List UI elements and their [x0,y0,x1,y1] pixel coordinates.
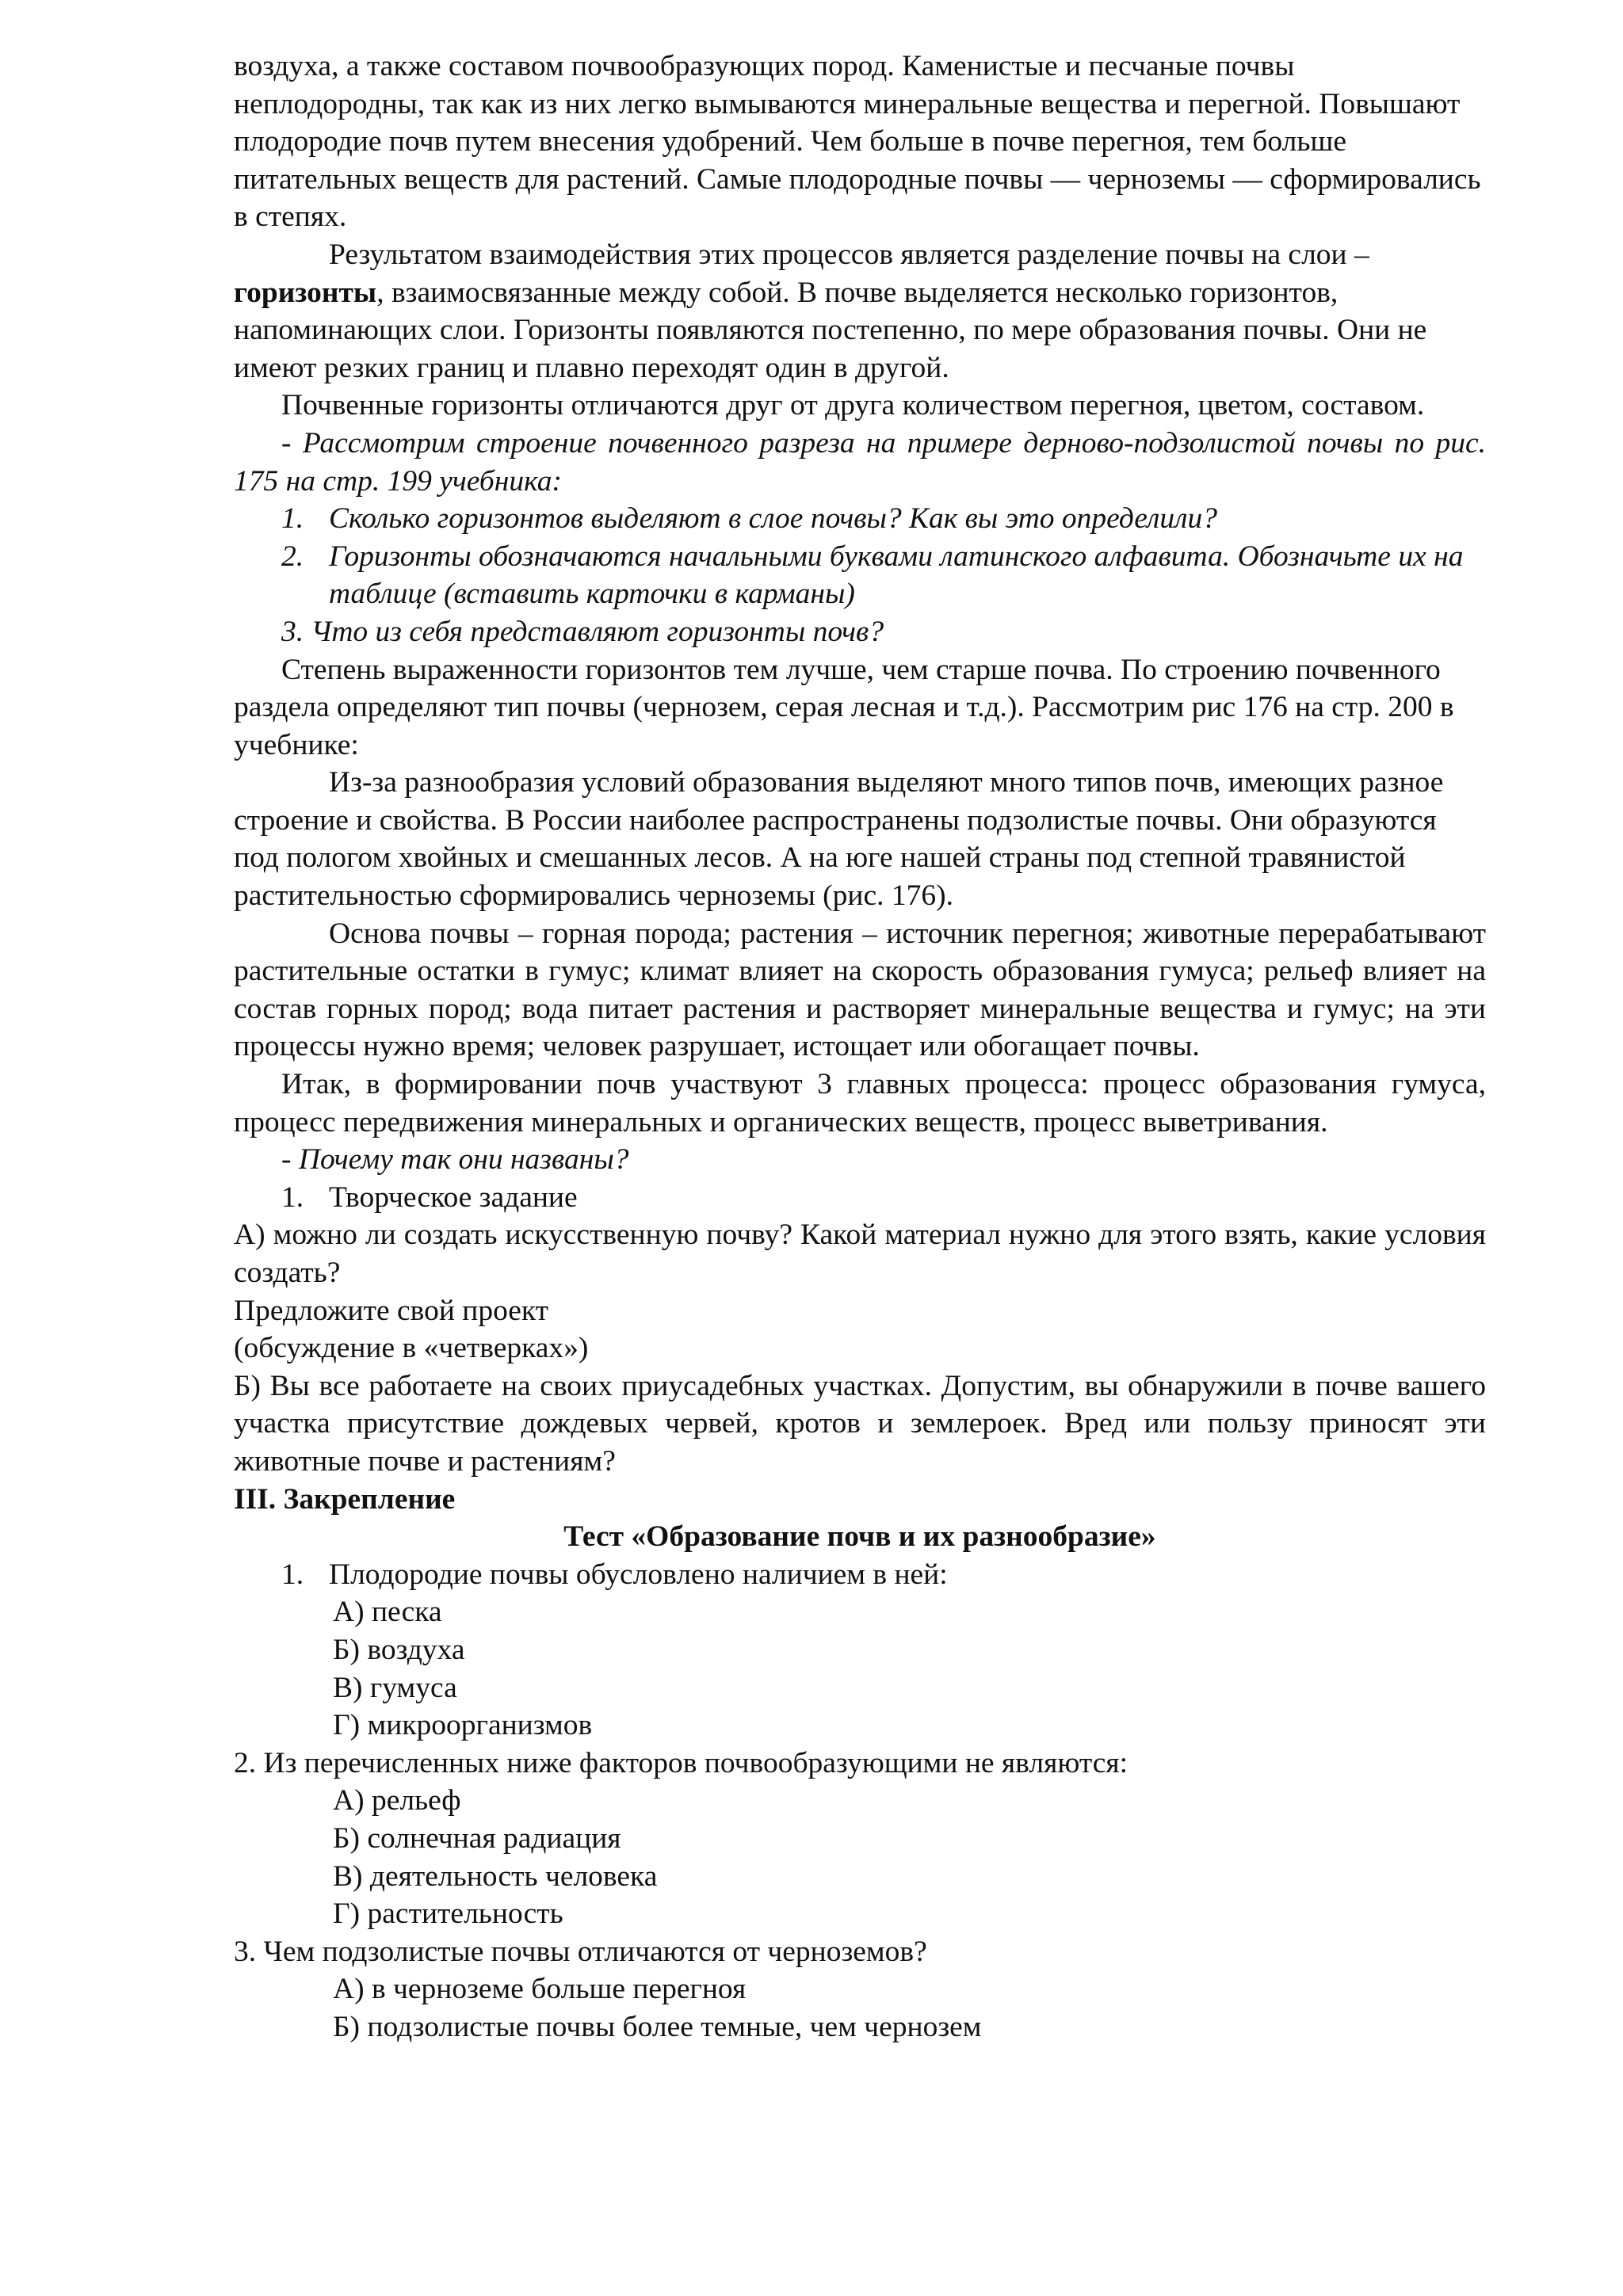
question-number: 1. [281,502,304,536]
question-why-named: - Почему так они названы? [281,1143,629,1177]
question-item [234,500,1486,538]
paragraph-soil-types: Из-за разнообразия условий образования выделяют много типов почв, имеющих разное строение и свойства. В России наиболее распространены подзолистые почвы. Они образуются под пологом хвойных и смешанных лесов. А на юге нашей страны под степной травянистой растительностью сформировались черноземы (рис. 176). [234,766,1444,913]
answer-option: Б) подзолистые почвы более темные, чем чернозем [333,2010,982,2043]
propose-project-text: Предложите свой проект [234,1294,549,1327]
paragraph-horizons-differ: Почвенные горизонты отличаются друг от друга количеством перегноя, цветом, составом. [281,389,1425,422]
creative-task-number: 1. [281,1180,304,1214]
answer-option: А) песка [333,1596,442,1629]
paragraph-horizon-expression: Степень выраженности горизонтов тем лучше, чем старше почва. По строению почвенного раздела определяют тип почвы (чернозем, серая лесная и т.д.). Рассмотрим рис 176 на стр. 200 в учебнике: [234,653,1454,761]
question-item [234,538,1486,613]
creative-task-title: Творческое задание [329,1180,578,1214]
task-b-text: Б) Вы все работаете на своих приусадебных участках. Допустим, вы обнаружили в почве вашего участка присутствие дождевых червей, кротов и землероек. Вред или пользу приносят эти животные почве и растениям? [234,1369,1486,1478]
answer-option: В) деятельность человека [333,1859,658,1893]
paragraph-soil-factors: Основа почвы – горная порода; растения – источник перегноя; животные перерабатывают растительные остатки в гумус; климат влияет на скорость образования гумуса; рельеф влияет на состав горных пород; вода питает растения и растворяет минеральные вещества и гумус; на эти процессы нужно время; человек разрушает, истощает или обогащает почвы. [234,917,1486,1063]
test-title: Тест «Образование почв и их разнообразие» [563,1520,1156,1554]
test-question-2: 2. Из перечисленных ниже факторов почвообразующими не являются: [234,1746,1128,1779]
horizons-text-after: , взаимосвязанные между собой. В почве выделяется несколько горизонтов, напоминающих слои. Горизонты появляются постепенно, по мере образования почвы. Они не имеют резких границ и плавно переходят один в другой. [234,276,1427,384]
test-question-3: 3. Чем подзолистые почвы отличаются от черноземов? [234,1935,927,1968]
answer-option: В) гумуса [333,1671,457,1704]
question-three: 3. Что из себя представляют горизонты почв? [281,615,884,648]
question-text: Сколько горизонтов выделяют в слое почвы? Как вы это определили? [329,502,1217,536]
horizons-text-before: Результатом взаимодействия этих процессов является разделение почвы на слои – [329,238,1369,271]
answer-option: Г) микроорганизмов [333,1709,593,1742]
test-question-1 [234,1556,1486,1594]
paragraph-three-processes: Итак, в формировании почв участвуют 3 главных процесса: процесс образования гумуса, процесс передвижения минеральных и органических веществ, процесс выветривания. [234,1068,1486,1138]
paragraph-soil-profile-task: - Рассмотрим строение почвенного разреза на примере дерново-подзолистой почвы по рис. 175 на стр. 199 учебника: [234,426,1486,498]
test-question-text: Плодородие почвы обусловлено наличием в ней: [329,1558,948,1591]
discussion-note: (обсуждение в «четверках») [234,1332,589,1365]
paragraph-horizons-intro [234,236,1486,387]
creative-task-item [234,1179,1486,1217]
answer-option: А) в черноземе больше перегноя [333,1973,747,2006]
answer-option: Б) солнечная радиация [333,1821,621,1855]
answer-option: А) рельеф [333,1784,461,1817]
section-heading-consolidation: III. Закрепление [234,1482,456,1516]
horizons-term: горизонты [234,276,377,309]
question-text: Горизонты обозначаются начальными буквами латинского алфавита. Обозначьте их на таблице (вставить карточки в карманы) [329,540,1464,611]
question-number: 2. [281,540,304,573]
document-page [234,48,1486,2046]
task-a-text: А) можно ли создать искусственную почву? Какой материал нужно для этого взять, какие условия создать? [234,1219,1486,1289]
answer-option: Г) растительность [333,1897,563,1931]
test-question-number: 1. [281,1558,304,1591]
answer-option: Б) воздуха [333,1633,465,1666]
paragraph-soil-fertility: воздуха, а также составом почвообразующих пород. Каменистые и песчаные почвы неплодородны, так как из них легко вымываются минеральные вещества и перегной. Повышают плодородие почв путем внесения удобрений. Чем больше в почве перегноя, тем больше питательных веществ для растений. Самые плодородные почвы — черноземы — сформировались в степях. [234,50,1481,234]
